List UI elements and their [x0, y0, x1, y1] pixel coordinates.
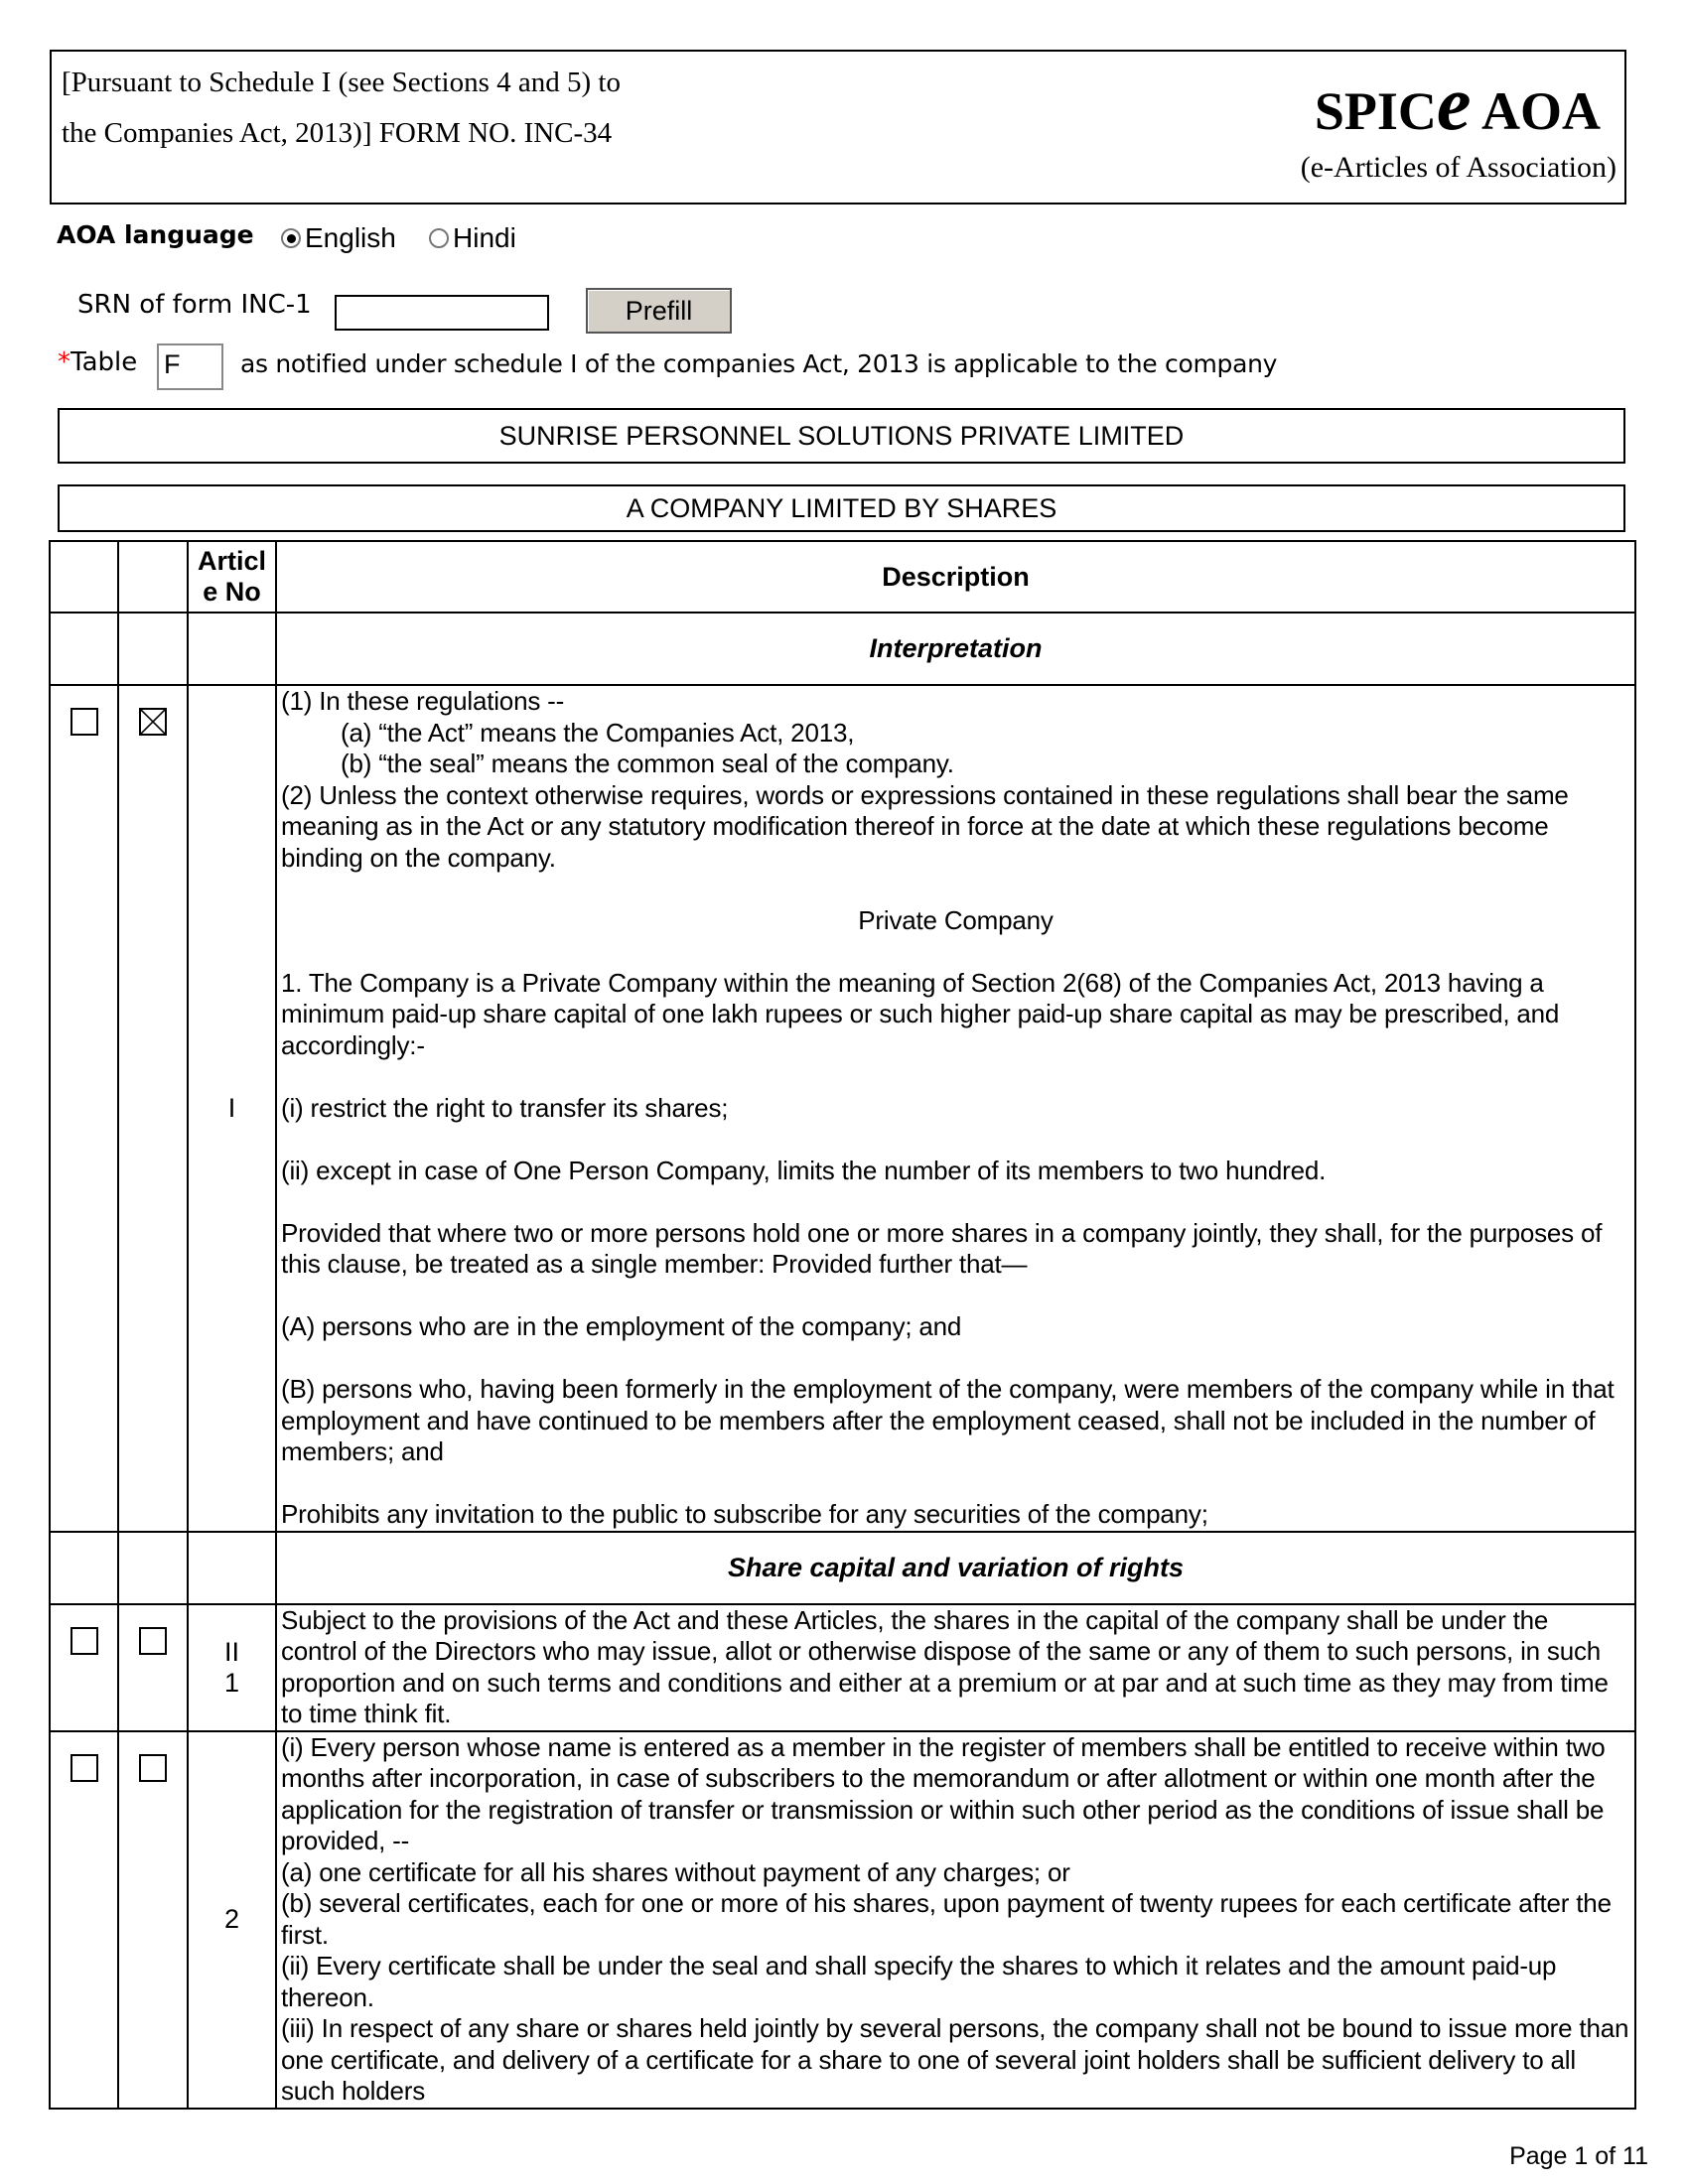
- form-reference-line2: the Companies Act, 2013)] FORM NO. INC-34: [62, 117, 613, 149]
- aoa-language-label: AOA language: [57, 220, 254, 249]
- radio-english-label: English: [305, 222, 396, 253]
- article-description: (1) In these regulations -- (a) “the Act” means the Companies Act, 2013, (b) “the seal” means the common seal of the company. (2) Unless the context otherwise requires, words or expressions contained in these regulations shall bear the same meaning as in the Act or any statutory modification thereof in force at the date at which these regulations become binding on the company. Private Company 1. The Company is a Private Company within the meaning of Section 2(68) of the Companies Act, 2013 having a minimum paid-up share capital of one lakh rupees or such higher paid-up share capital as may be prescribed, and accordingly:- (i) restrict the right to transfer its shares; (ii) except in case of One Person Company, limits the number of its members to two hundred. Provided that where two or more persons hold one or more shares in a company jointly, they shall, for the purposes of this clause, be treated as a single member: Provided further that— (A) persons who are in the employment of the company; and (B) persons who, having been formerly in the employment of the company, were members of the company while in that employment and have continued to be members after the employment ceased, shall not be included in the number of members; and Prohibits any invitation to the public to subscribe for any securities of the company;: [276, 685, 1635, 1532]
- brand-suffix: AOA: [1471, 81, 1601, 141]
- form-reference: [62, 58, 621, 159]
- prefill-button[interactable]: Prefill: [586, 288, 732, 334]
- header-article-no: Articl e No: [188, 541, 276, 613]
- brand-prefix: SPIC: [1314, 81, 1437, 141]
- header-checkbox-col-1: [50, 541, 118, 613]
- radio-unselected-icon[interactable]: [429, 228, 449, 248]
- company-type: A COMPANY LIMITED BY SHARES: [58, 484, 1625, 532]
- table-row: [50, 1731, 1635, 2109]
- section-title: Share capital and variation of rights: [276, 1532, 1635, 1604]
- header-checkbox-col-2: [118, 541, 188, 613]
- article-checkbox-1[interactable]: [70, 708, 98, 736]
- page-number: Page 1 of 11: [1509, 2142, 1648, 2170]
- article-description: Subject to the provisions of the Act and these Articles, the shares in the capital of the company shall be under the control of the Directors who may issue, allot or otherwise dispose of the same or any of them to such persons, in such proportion and on such terms and conditions and either at a premium or at par and at such time as they may from time to time think fit.: [276, 1604, 1635, 1731]
- section-row-interpretation: [50, 613, 1635, 685]
- table-applicability-text: as notified under schedule I of the companies Act, 2013 is applicable to the company: [240, 349, 1278, 378]
- section-title: Interpretation: [276, 613, 1635, 685]
- header-description: Description: [276, 541, 1635, 613]
- articles-table: [49, 540, 1636, 2110]
- form-header: [50, 50, 1626, 205]
- table-input[interactable]: F: [157, 343, 223, 390]
- table-row: [50, 685, 1635, 1532]
- required-mark: *: [58, 347, 70, 377]
- table-label: [58, 347, 137, 377]
- article-checkbox-1[interactable]: [70, 1754, 98, 1782]
- subheading-private-company: Private Company: [858, 904, 1054, 935]
- radio-english[interactable]: [281, 222, 396, 254]
- article-checkbox-1[interactable]: [70, 1627, 98, 1655]
- table-row: [50, 1604, 1635, 1731]
- article-checkbox-2[interactable]: [139, 1627, 167, 1655]
- section-row-share-capital: [50, 1532, 1635, 1604]
- form-reference-line1: [Pursuant to Schedule I (see Sections 4 and 5) to: [62, 67, 621, 98]
- article-checkbox-2[interactable]: [139, 708, 167, 736]
- company-name: SUNRISE PERSONNEL SOLUTIONS PRIVATE LIMITED: [58, 408, 1625, 464]
- article-checkbox-2[interactable]: [139, 1754, 167, 1782]
- table-header-row: [50, 541, 1635, 613]
- article-number: I: [188, 685, 276, 1532]
- article-number: 2: [188, 1731, 276, 2109]
- srn-input[interactable]: [335, 295, 549, 331]
- srn-label: SRN of form INC-1: [77, 290, 312, 320]
- table-label-text: Table: [70, 347, 138, 377]
- checkbox-x-icon: [141, 710, 165, 734]
- radio-hindi-label: Hindi: [453, 222, 516, 253]
- brand-logo: [1314, 60, 1601, 151]
- form-subtitle: (e-Articles of Association): [1300, 151, 1617, 184]
- radio-selected-icon[interactable]: [281, 228, 301, 248]
- radio-hindi[interactable]: [429, 222, 516, 254]
- brand-e: e: [1436, 60, 1472, 146]
- article-description: (i) Every person whose name is entered as a member in the register of members shall be entitled to receive within two months after incorporation, in case of subscribers to the memorandum or after allotment or within one month after the application for the registration of transfer or transmission or within such other period as the conditions of issue shall be provided, -- (a) one certificate for all his shares without payment of any charges; or (b) several certificates, each for one or more of his shares, upon payment of twenty rupees for each certificate after the first. (ii) Every certificate shall be under the seal and shall specify the shares to which it relates and the amount paid-up thereon. (iii) In respect of any share or shares held jointly by several persons, the company shall not be bound to issue more than one certificate, and delivery of a certificate for a share to one of several joint holders shall be sufficient delivery to all such holders: [276, 1731, 1635, 2109]
- article-number: II 1: [188, 1604, 276, 1731]
